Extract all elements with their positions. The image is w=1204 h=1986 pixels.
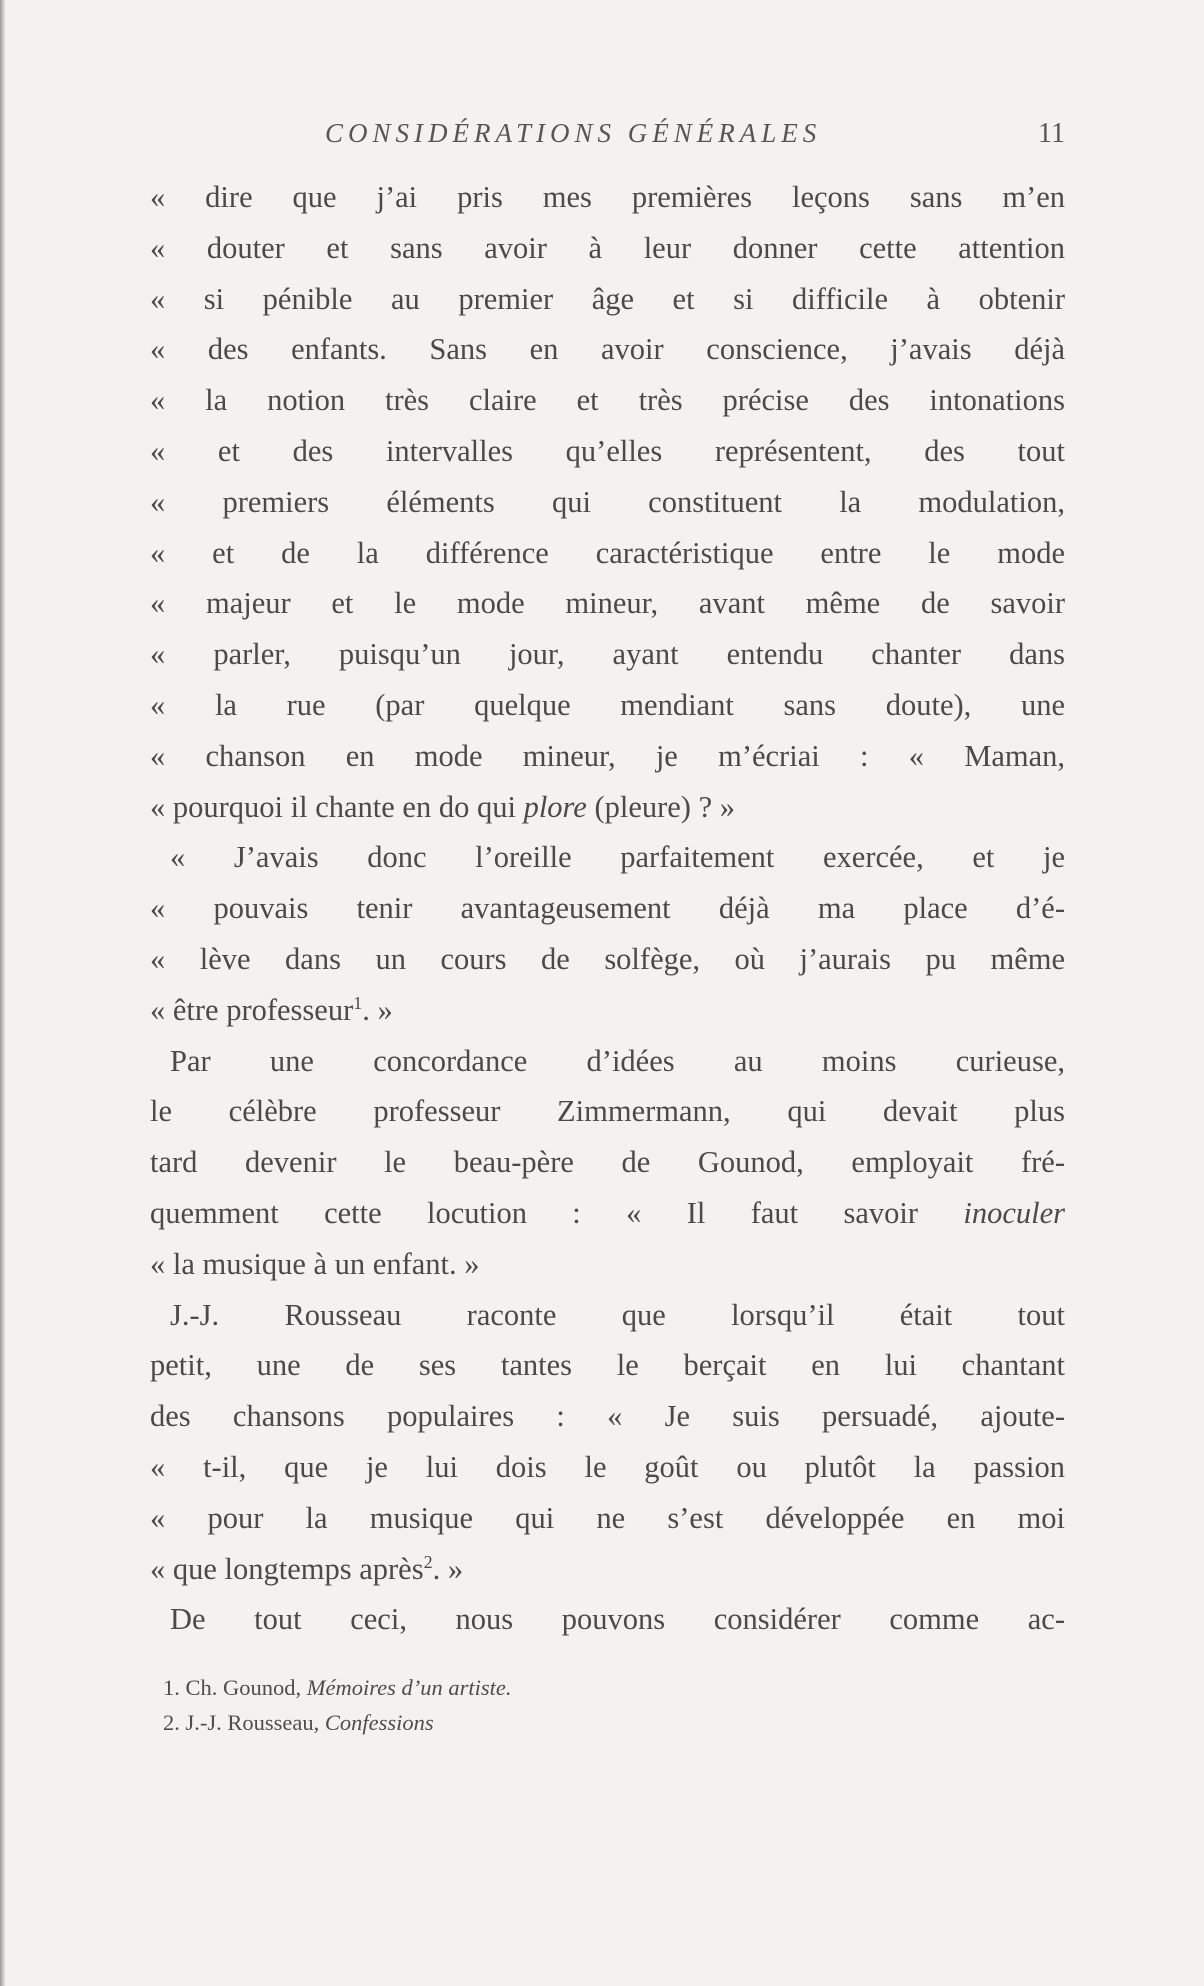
text-line: De tout ceci, nous pouvons considérer comme ac- xyxy=(170,1602,1065,1637)
text-line: le célèbre professeur Zimmermann, qui devait plus xyxy=(150,1094,1065,1129)
text-line: « t-il, que je lui dois le goût ou plutôt la passion xyxy=(150,1449,1065,1484)
text-line: Par une concordance d’idées au moins curieuse, xyxy=(170,1043,1065,1078)
text-line: « si pénible au premier âge et si difficile à obtenir xyxy=(150,281,1065,316)
footnote-text: 1. Ch. Gounod, xyxy=(163,1675,307,1700)
text-line: « chanson en mode mineur, je m’écriai : « Maman, xyxy=(150,738,1065,773)
text-line: « premiers éléments qui constituent la modulation, xyxy=(150,484,1065,519)
footnote-ref: 2 xyxy=(423,1551,433,1572)
italic-word: plore xyxy=(523,789,587,824)
footnote-ref: 1 xyxy=(353,992,363,1013)
text-line: tard devenir le beau-père de Gounod, employait fré- xyxy=(150,1145,1065,1180)
text-segment: (pleure) ? » xyxy=(586,789,735,824)
body-text xyxy=(150,172,1065,1645)
text-line: « et de la différence caractéristique entre le mode xyxy=(150,535,1065,570)
text-segment: « pourquoi il chante en do qui xyxy=(150,789,524,824)
page-header xyxy=(165,118,1065,154)
text-line: « la musique à un enfant. » xyxy=(150,1246,480,1281)
text-line xyxy=(150,782,1065,833)
italic-word: inoculer xyxy=(963,1195,1065,1230)
text-line xyxy=(150,1188,1065,1239)
text-line: « la notion très claire et très précise des intonations xyxy=(150,383,1065,418)
text-line: « douter et sans avoir à leur donner cette attention xyxy=(150,230,1065,265)
text-line: « la rue (par quelque mendiant sans doute), une xyxy=(150,687,1065,722)
text-line xyxy=(150,985,1065,1036)
page-number: 11 xyxy=(1038,118,1065,149)
text-line: « pouvais tenir avantageusement déjà ma place d’é- xyxy=(150,891,1065,926)
text-line: « dire que j’ai pris mes premières leçons sans m’en xyxy=(150,180,1065,214)
footnote-title: Mémoires d’un artiste. xyxy=(306,1675,512,1700)
text-line: « pour la musique qui ne s’est développée en moi xyxy=(150,1500,1065,1535)
footnote-title: Confessions xyxy=(324,1710,434,1735)
footnotes xyxy=(163,1670,1063,1740)
text-segment: « être professeur xyxy=(150,992,354,1027)
footnote xyxy=(163,1705,1063,1740)
footnote-text: 2. J.-J. Rousseau, xyxy=(163,1710,325,1735)
text-line: « des enfants. Sans en avoir conscience, j’avais déjà xyxy=(150,332,1065,367)
text-line: J.-J. Rousseau raconte que lorsqu’il était tout xyxy=(170,1297,1065,1332)
text-line: « majeur et le mode mineur, avant même de savoir xyxy=(150,586,1065,621)
text-line: « lève dans un cours de solfège, où j’aurais pu même xyxy=(150,941,1065,976)
text-segment: quemment cette locution : « Il faut savoir xyxy=(150,1195,964,1230)
text-line: « parler, puisqu’un jour, ayant entendu chanter dans xyxy=(150,637,1065,672)
text-segment: . » xyxy=(362,992,393,1027)
text-line: des chansons populaires : « Je suis persuadé, ajoute- xyxy=(150,1399,1065,1434)
text-line: petit, une de ses tantes le berçait en lui chantant xyxy=(150,1348,1065,1383)
footnote xyxy=(163,1670,1063,1705)
text-line: « J’avais donc l’oreille parfaitement exercée, et je xyxy=(170,840,1065,875)
text-segment: « que longtemps après xyxy=(150,1551,424,1586)
running-title: CONSIDÉRATIONS GÉNÉRALES xyxy=(325,118,822,148)
text-line xyxy=(150,1544,1065,1595)
text-segment: . » xyxy=(432,1551,464,1586)
text-line: « et des intervalles qu’elles représentent, des tout xyxy=(150,433,1065,468)
page-spine-shadow xyxy=(0,0,6,1986)
